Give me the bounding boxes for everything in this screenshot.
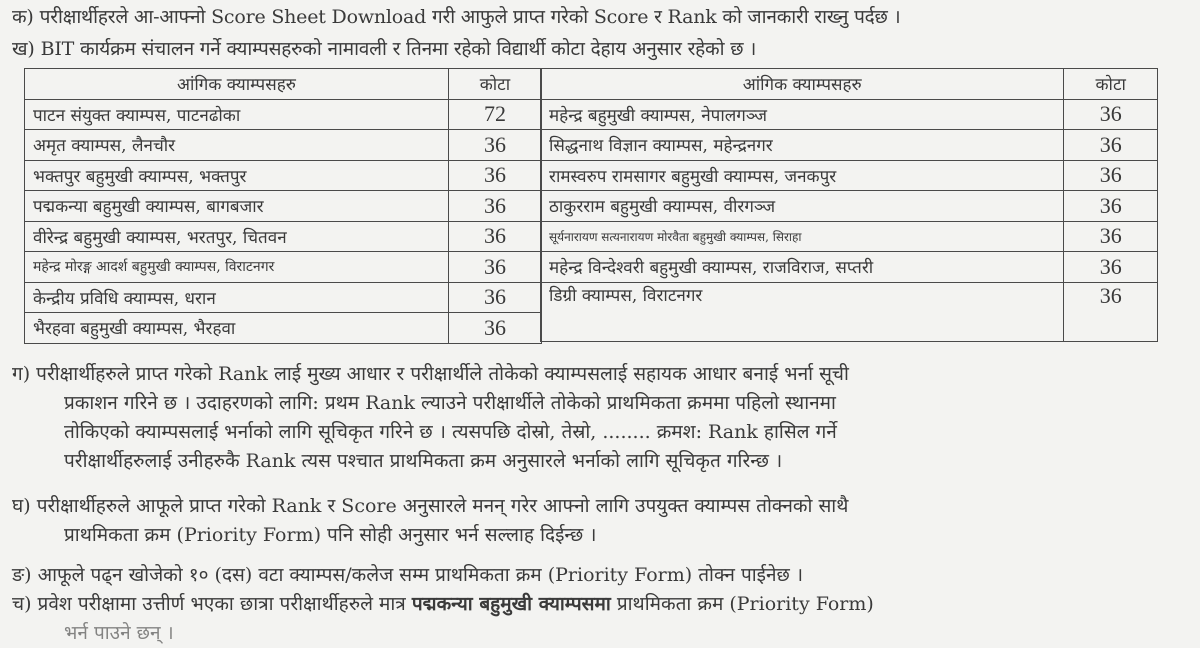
paragraph-cha (12, 590, 874, 648)
campus-quota: 36 (448, 160, 541, 191)
campus-quota: 36 (448, 130, 541, 161)
campus-quota: 36 (1064, 252, 1158, 283)
paragraph-text: प्रवेश परीक्षामा उत्तीर्ण भएका छात्रा परीक्षार्थीहरुले मात्र (37, 593, 412, 615)
table-header-row (25, 69, 542, 100)
campus-quota: 36 (1064, 130, 1158, 161)
table-row (25, 130, 542, 161)
paragraph-text: प्राथमिकता क्रम (Priority Form) (610, 593, 874, 615)
table-row (541, 99, 1158, 130)
paragraph-line: प्राथमिकता क्रम (Priority Form) पनि सोही अनुसार भर्न सल्लाह दिईन्छ । (64, 524, 597, 546)
campus-quota: 36 (448, 221, 541, 252)
table-header-row (541, 69, 1158, 100)
paragraph-kha (12, 36, 756, 62)
campus-name: सूर्यनारायण सत्यनारायण मोरवैता बहुमुखी क्याम्पस, सिराहा (541, 221, 1064, 252)
table-row (541, 252, 1158, 283)
paragraph-line: तोकिएको क्याम्पसलाई भर्नाको लागि सूचिकृत गरिने छ । त्यसपछि दोस्रो, तेस्रो, ........ क्रमश: Rank हासिल गर्ने (64, 421, 837, 443)
campus-quota: 36 (1064, 221, 1158, 252)
campus-quota: 36 (448, 191, 541, 222)
paragraph-nga (12, 561, 803, 590)
column-header-quota: कोटा (1064, 69, 1158, 100)
table-row (25, 313, 542, 344)
table-row (25, 160, 542, 191)
table-row (541, 191, 1158, 222)
table-row (25, 282, 542, 313)
campus-name: ठाकुरराम बहुमुखी क्याम्पस, वीरगञ्ज (541, 191, 1064, 222)
table-row (541, 160, 1158, 191)
campus-name: वीरेन्द्र बहुमुखी क्याम्पस, भरतपुर, चितवन (25, 221, 449, 252)
campus-quota: 36 (1064, 191, 1158, 222)
campus-quota: 36 (448, 252, 541, 283)
paragraph-line: प्रकाशन गरिने छ । उदाहरणको लागि: प्रथम Rank ल्याउने परीक्षार्थीले तोकेको प्राथमिकता क्रममा पहिलो स्थानमा (64, 392, 836, 414)
table-row (541, 130, 1158, 161)
paragraph-marker: च) (12, 593, 32, 615)
paragraph-marker: क) (12, 6, 34, 28)
table-row (25, 221, 542, 252)
campus-quota: 36 (448, 282, 541, 313)
paragraph-text: आफूले पढ्न खोजेको १० (दस) वटा क्याम्पस/कलेज सम्म प्राथमिकता क्रम (Priority Form) तोक्न पाईनेछ । (37, 564, 804, 586)
campus-name: महेन्द्र विन्देश्वरी बहुमुखी क्याम्पस, राजविराज, सप्तरी (541, 252, 1064, 283)
column-header-campus: आंगिक क्याम्पसहरु (541, 69, 1064, 100)
paragraph-line: परीक्षार्थीहरुले आफूले प्राप्त गरेको Rank र Score अनुसारले मनन् गरेर आफ्नो लागि उपयुक्त क्याम्पस तोक्नको साथै (36, 495, 849, 517)
paragraph-marker: ग) (12, 363, 31, 385)
table-row (25, 252, 542, 283)
campus-name: केन्द्रीय प्रविधि क्याम्पस, धरान (25, 282, 449, 313)
campus-name: भक्तपुर बहुमुखी क्याम्पस, भक्तपुर (25, 160, 449, 191)
campus-quota: 36 (1064, 99, 1158, 130)
paragraph-text: परीक्षार्थीहरले आ-आफ्नो Score Sheet Download गरी आफुले प्राप्त गरेको Score र Rank को जानकारी राख्नु पर्दछ । (39, 6, 901, 28)
campus-name: महेन्द्र मोरङ्ग आदर्श बहुमुखी क्याम्पस, विराटनगर (25, 252, 449, 283)
campus-quota: 72 (448, 99, 541, 130)
campus-name: महेन्द्र बहुमुखी क्याम्पस, नेपालगञ्ज (541, 99, 1064, 130)
paragraph-gha (12, 492, 848, 550)
paragraph-line: परीक्षार्थीहरुले प्राप्त गरेको Rank लाई मुख्य आधार र परीक्षार्थीले तोकेको क्याम्पसलाई सहायक आधार बनाई भर्ना सूची (36, 363, 849, 385)
campus-name: पद्मकन्या बहुमुखी क्याम्पस, बागबजार (25, 191, 449, 222)
campus-quota: 36 (1064, 282, 1158, 341)
campus-quota-table-left (24, 68, 542, 344)
campus-name: रामस्वरुप रामसागर बहुमुखी क्याम्पस, जनकपुर (541, 160, 1064, 191)
campus-quota: 36 (1064, 160, 1158, 191)
table-row (25, 99, 542, 130)
paragraph-bold-text: पद्मकन्या बहुमुखी क्याम्पसमा (411, 593, 611, 615)
campus-name: सिद्धनाथ विज्ञान क्याम्पस, महेन्द्रनगर (541, 130, 1064, 161)
campus-name: डिग्री क्याम्पस, विराटनगर (541, 282, 1064, 341)
paragraph-ka (12, 4, 901, 30)
table-row (25, 191, 542, 222)
paragraph-text: BIT कार्यक्रम संचालन गर्ने क्याम्पसहरुको नामावली र तिनमा रहेको विद्यार्थी कोटा देहाय अनुसार रहेको छ । (40, 38, 757, 60)
campus-quota-table-right (540, 68, 1158, 342)
paragraph-line: परीक्षार्थीहरुलाई उनीहरुकै Rank त्यस पश्चात प्राथमिकता क्रम अनुसारले भर्नाको लागि सूचिकृत गरिन्छ । (64, 450, 783, 472)
paragraph-line-cut: भर्न पाउने छन् । (64, 622, 174, 644)
table-row (541, 221, 1158, 252)
campus-name: पाटन संयुक्त क्याम्पस, पाटनढोका (25, 99, 449, 130)
table-row (541, 282, 1158, 341)
paragraph-marker: घ) (12, 495, 31, 517)
paragraph-marker: ङ) (12, 564, 32, 586)
campus-name: अमृत क्याम्पस, लैनचौर (25, 130, 449, 161)
campus-quota: 36 (448, 313, 541, 344)
column-header-campus: आंगिक क्याम्पसहरु (25, 69, 449, 100)
campus-name: भैरहवा बहुमुखी क्याम्पस, भैरहवा (25, 313, 449, 344)
paragraph-ga (12, 360, 849, 476)
paragraph-marker: ख) (12, 38, 35, 60)
column-header-quota: कोटा (448, 69, 541, 100)
